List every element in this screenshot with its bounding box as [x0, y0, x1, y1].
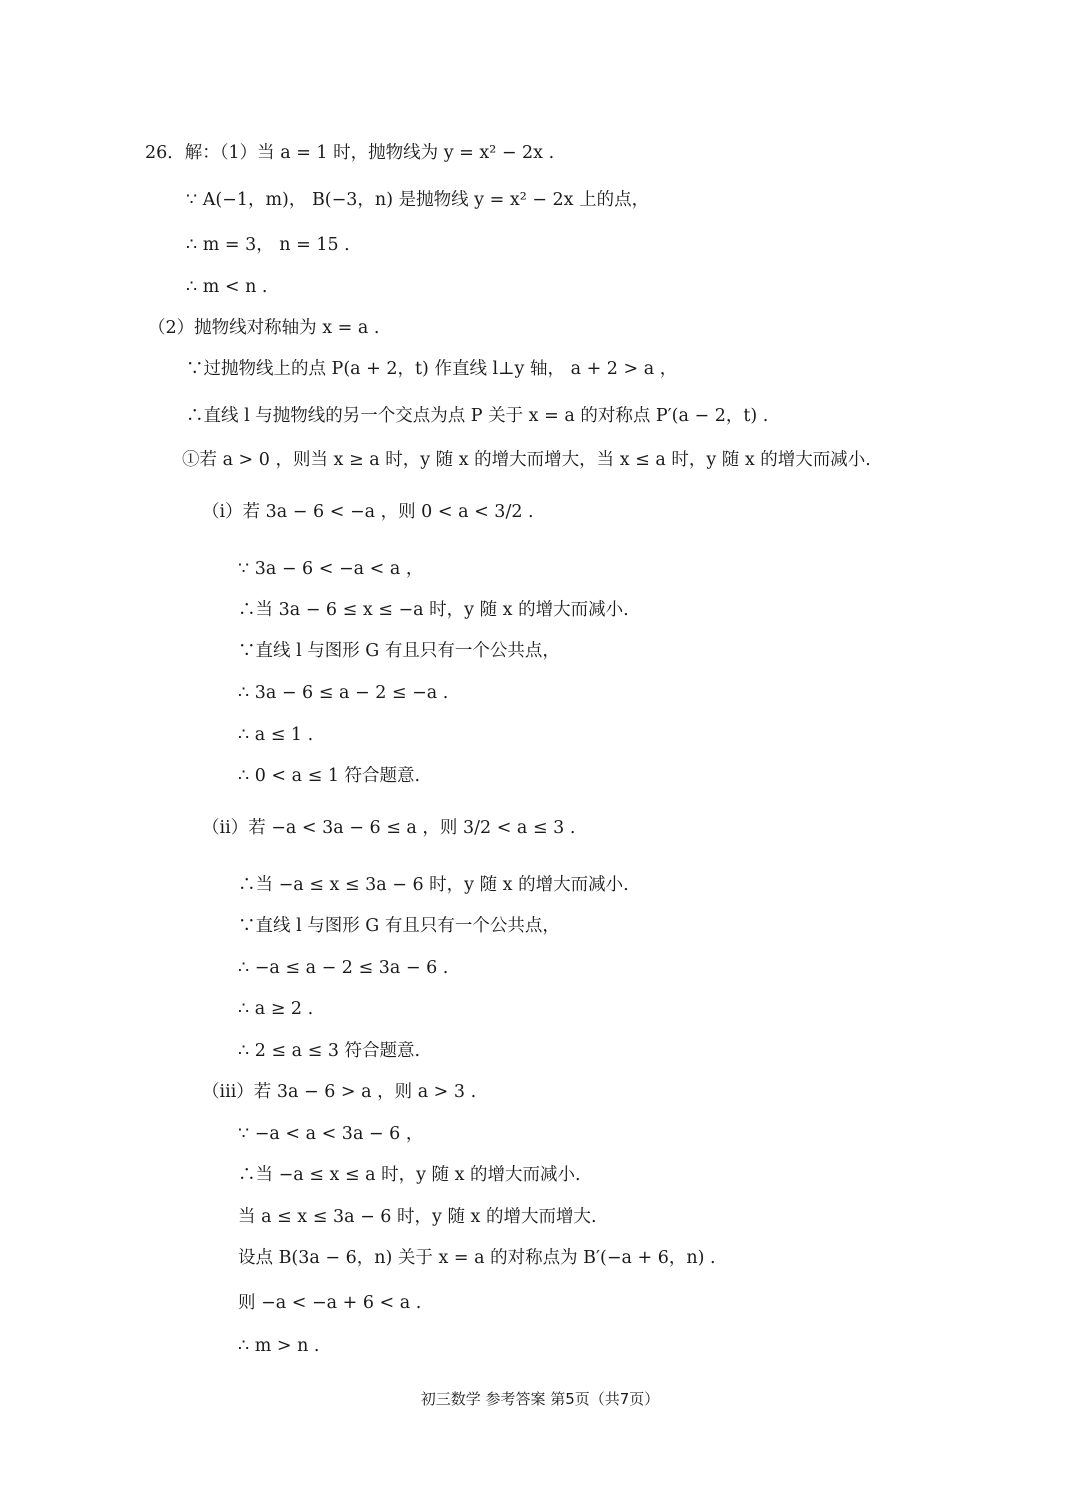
solution-line-18: ∵直线 l 与图形 G 有且只有一个公共点，	[238, 916, 560, 936]
solution-line-17: ∴当 −a ≤ x ≤ 3a − 6 时，y 随 x 的增大而减小.	[238, 875, 629, 895]
solution-line-16: （ii）若 −a < 3a − 6 ≤ a ，则 3/2 < a ≤ 3 .	[202, 818, 576, 838]
solution-line-4: ∴ m < n .	[186, 277, 268, 297]
solution-line-12: ∵直线 l 与图形 G 有且只有一个公共点，	[238, 641, 560, 661]
solution-line-22: （iii）若 3a − 6 > a ，则 a > 3 .	[202, 1082, 477, 1102]
solution-line-1: 26．解：（1）当 a = 1 时，抛物线为 y = x² − 2x .	[145, 143, 555, 163]
solution-line-10: ∵ 3a − 6 < −a < a ，	[238, 559, 424, 579]
solution-line-9: （i）若 3a − 6 < −a ，则 0 < a < 3/2 .	[202, 502, 534, 522]
solution-line-8: ①若 a > 0 ，则当 x ≥ a 时，y 随 x 的增大而增大，当 x ≤ a 时，y 随 x 的增大而减小.	[182, 450, 871, 470]
solution-line-25: 当 a ≤ x ≤ 3a − 6 时，y 随 x 的增大而增大.	[238, 1207, 597, 1227]
solution-line-20: ∴ a ≥ 2 .	[238, 999, 314, 1019]
solution-line-3: ∴ m = 3， n = 15 .	[186, 235, 350, 255]
solution-line-28: ∴ m > n .	[238, 1336, 320, 1356]
solution-line-5: （2）抛物线对称轴为 x = a .	[148, 318, 380, 338]
solution-line-7: ∴直线 l 与抛物线的另一个交点为点 P 关于 x = a 的对称点 P′(a − 2，t) .	[186, 406, 769, 426]
solution-line-2: ∵ A(−1，m)， B(−3，n) 是抛物线 y = x² − 2x 上的点，	[186, 190, 650, 210]
solution-line-24: ∴当 −a ≤ x ≤ a 时，y 随 x 的增大而减小.	[238, 1165, 581, 1185]
solution-line-19: ∴ −a ≤ a − 2 ≤ 3a − 6 .	[238, 958, 449, 978]
solution-line-27: 则 −a < −a + 6 < a .	[238, 1293, 422, 1313]
solution-line-6: ∵过抛物线上的点 P(a + 2，t) 作直线 l⊥y 轴， a + 2 > a ，	[186, 359, 678, 379]
solution-line-15: ∴ 0 < a ≤ 1 符合题意.	[238, 766, 421, 786]
solution-line-26: 设点 B(3a − 6，n) 关于 x = a 的对称点为 B′(−a + 6，n) .	[238, 1248, 716, 1268]
page-footer: 初三数学 参考答案 第5页（共7页）	[420, 1390, 660, 1408]
solution-line-11: ∴当 3a − 6 ≤ x ≤ −a 时，y 随 x 的增大而减小.	[238, 600, 629, 620]
solution-line-14: ∴ a ≤ 1 .	[238, 725, 314, 745]
solution-line-23: ∵ −a < a < 3a − 6 ，	[238, 1124, 424, 1144]
solution-line-13: ∴ 3a − 6 ≤ a − 2 ≤ −a .	[238, 683, 449, 703]
solution-line-21: ∴ 2 ≤ a ≤ 3 符合题意.	[238, 1041, 421, 1061]
